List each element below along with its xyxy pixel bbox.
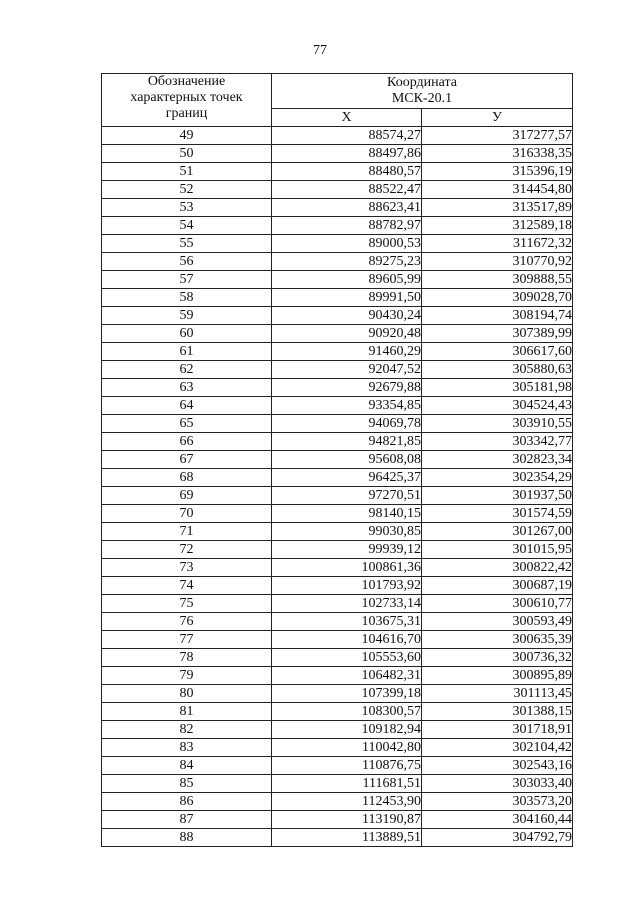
y-coordinate-cell: 301388,15 xyxy=(422,703,573,721)
point-number-cell: 83 xyxy=(102,739,272,757)
x-coordinate-cell: 92047,52 xyxy=(272,361,422,379)
points-header-line-2: характерных точек xyxy=(130,90,243,105)
point-number-cell: 71 xyxy=(102,523,272,541)
x-coordinate-cell: 92679,88 xyxy=(272,379,422,397)
y-coordinate-cell: 304792,79 xyxy=(422,829,573,847)
table-row xyxy=(102,163,573,181)
x-coordinate-cell: 100861,36 xyxy=(272,559,422,577)
table-row xyxy=(102,271,573,289)
table-row xyxy=(102,307,573,325)
y-coordinate-cell: 301113,45 xyxy=(422,685,573,703)
table-row xyxy=(102,199,573,217)
point-number-cell: 84 xyxy=(102,757,272,775)
point-number-cell: 77 xyxy=(102,631,272,649)
x-coordinate-cell: 110042,80 xyxy=(272,739,422,757)
point-number-cell: 55 xyxy=(102,235,272,253)
x-coordinate-cell: 88623,41 xyxy=(272,199,422,217)
y-coordinate-cell: 308194,74 xyxy=(422,307,573,325)
x-coordinate-cell: 97270,51 xyxy=(272,487,422,505)
coordinate-header-line-1: Координата xyxy=(387,75,457,90)
point-number-cell: 62 xyxy=(102,361,272,379)
x-coordinate-cell: 94821,85 xyxy=(272,433,422,451)
point-number-cell: 57 xyxy=(102,271,272,289)
x-coordinate-cell: 110876,75 xyxy=(272,757,422,775)
y-coordinate-cell: 301937,50 xyxy=(422,487,573,505)
y-coordinate-cell: 303342,77 xyxy=(422,433,573,451)
x-coordinate-cell: 89605,99 xyxy=(272,271,422,289)
x-coordinate-cell: 91460,29 xyxy=(272,343,422,361)
x-coordinate-cell: 101793,92 xyxy=(272,577,422,595)
y-coordinate-cell: 317277,57 xyxy=(422,127,573,145)
point-number-cell: 80 xyxy=(102,685,272,703)
y-column-header: У xyxy=(422,109,573,127)
x-coordinate-cell: 108300,57 xyxy=(272,703,422,721)
table-row xyxy=(102,235,573,253)
point-number-cell: 53 xyxy=(102,199,272,217)
table-row xyxy=(102,127,573,145)
y-coordinate-cell: 300822,42 xyxy=(422,559,573,577)
point-number-cell: 54 xyxy=(102,217,272,235)
y-coordinate-cell: 309028,70 xyxy=(422,289,573,307)
table-row xyxy=(102,325,573,343)
y-coordinate-cell: 305181,98 xyxy=(422,379,573,397)
x-coordinate-cell: 111681,51 xyxy=(272,775,422,793)
table-row xyxy=(102,739,573,757)
points-header-line-1: Обозначение xyxy=(147,74,226,89)
table-row xyxy=(102,721,573,739)
point-number-cell: 64 xyxy=(102,397,272,415)
point-number-cell: 75 xyxy=(102,595,272,613)
table-row xyxy=(102,181,573,199)
table-row xyxy=(102,433,573,451)
point-number-cell: 51 xyxy=(102,163,272,181)
table-row xyxy=(102,811,573,829)
table-row xyxy=(102,289,573,307)
point-number-cell: 69 xyxy=(102,487,272,505)
table-row xyxy=(102,667,573,685)
y-coordinate-cell: 300736,32 xyxy=(422,649,573,667)
x-coordinate-cell: 113190,87 xyxy=(272,811,422,829)
table-row xyxy=(102,775,573,793)
point-number-cell: 85 xyxy=(102,775,272,793)
y-coordinate-cell: 314454,80 xyxy=(422,181,573,199)
y-coordinate-cell: 313517,89 xyxy=(422,199,573,217)
x-column-header: X xyxy=(272,109,422,127)
y-coordinate-cell: 300895,89 xyxy=(422,667,573,685)
table-row xyxy=(102,487,573,505)
y-coordinate-cell: 302543,16 xyxy=(422,757,573,775)
point-number-cell: 65 xyxy=(102,415,272,433)
table-row xyxy=(102,631,573,649)
point-number-cell: 87 xyxy=(102,811,272,829)
table-row xyxy=(102,649,573,667)
point-number-cell: 61 xyxy=(102,343,272,361)
coordinate-system-label: МСК-20.1 xyxy=(391,91,453,106)
point-number-cell: 81 xyxy=(102,703,272,721)
point-number-cell: 73 xyxy=(102,559,272,577)
y-coordinate-cell: 300687,19 xyxy=(422,577,573,595)
x-coordinate-cell: 89991,50 xyxy=(272,289,422,307)
table-row xyxy=(102,541,573,559)
x-coordinate-cell: 106482,31 xyxy=(272,667,422,685)
y-coordinate-cell: 307389,99 xyxy=(422,325,573,343)
y-coordinate-cell: 306617,60 xyxy=(422,343,573,361)
table-row xyxy=(102,559,573,577)
x-coordinate-cell: 89275,23 xyxy=(272,253,422,271)
y-coordinate-cell: 301015,95 xyxy=(422,541,573,559)
y-coordinate-cell: 315396,19 xyxy=(422,163,573,181)
y-coordinate-cell: 302354,29 xyxy=(422,469,573,487)
x-coordinate-cell: 105553,60 xyxy=(272,649,422,667)
coordinates-table xyxy=(101,73,573,847)
point-number-cell: 82 xyxy=(102,721,272,739)
point-number-cell: 72 xyxy=(102,541,272,559)
x-coordinate-cell: 104616,70 xyxy=(272,631,422,649)
point-number-cell: 67 xyxy=(102,451,272,469)
point-number-cell: 70 xyxy=(102,505,272,523)
x-coordinate-cell: 96425,37 xyxy=(272,469,422,487)
y-coordinate-cell: 303033,40 xyxy=(422,775,573,793)
table-row xyxy=(102,577,573,595)
point-number-cell: 79 xyxy=(102,667,272,685)
x-coordinate-cell: 88782,97 xyxy=(272,217,422,235)
point-number-cell: 63 xyxy=(102,379,272,397)
y-coordinate-cell: 304524,43 xyxy=(422,397,573,415)
point-number-cell: 68 xyxy=(102,469,272,487)
x-coordinate-cell: 113889,51 xyxy=(272,829,422,847)
point-number-cell: 60 xyxy=(102,325,272,343)
point-number-cell: 49 xyxy=(102,127,272,145)
x-coordinate-cell: 88497,86 xyxy=(272,145,422,163)
table-row xyxy=(102,415,573,433)
x-coordinate-cell: 98140,15 xyxy=(272,505,422,523)
table-row xyxy=(102,397,573,415)
x-coordinate-cell: 99030,85 xyxy=(272,523,422,541)
point-number-cell: 52 xyxy=(102,181,272,199)
y-coordinate-cell: 305880,63 xyxy=(422,361,573,379)
point-number-cell: 66 xyxy=(102,433,272,451)
x-coordinate-cell: 89000,53 xyxy=(272,235,422,253)
table-header xyxy=(102,74,573,127)
table-row xyxy=(102,793,573,811)
table-row xyxy=(102,685,573,703)
table-row xyxy=(102,523,573,541)
table-row xyxy=(102,757,573,775)
x-coordinate-cell: 88480,57 xyxy=(272,163,422,181)
x-coordinate-cell: 95608,08 xyxy=(272,451,422,469)
y-coordinate-cell: 303910,55 xyxy=(422,415,573,433)
table-row xyxy=(102,217,573,235)
x-coordinate-cell: 107399,18 xyxy=(272,685,422,703)
x-coordinate-cell: 102733,14 xyxy=(272,595,422,613)
y-coordinate-cell: 309888,55 xyxy=(422,271,573,289)
x-coordinate-cell: 109182,94 xyxy=(272,721,422,739)
point-number-cell: 78 xyxy=(102,649,272,667)
y-coordinate-cell: 302823,34 xyxy=(422,451,573,469)
y-coordinate-cell: 300635,39 xyxy=(422,631,573,649)
point-number-cell: 50 xyxy=(102,145,272,163)
y-coordinate-cell: 312589,18 xyxy=(422,217,573,235)
y-coordinate-cell: 300610,77 xyxy=(422,595,573,613)
y-coordinate-cell: 301574,59 xyxy=(422,505,573,523)
point-number-cell: 56 xyxy=(102,253,272,271)
x-coordinate-cell: 112453,90 xyxy=(272,793,422,811)
x-coordinate-cell: 99939,12 xyxy=(272,541,422,559)
y-coordinate-cell: 316338,35 xyxy=(422,145,573,163)
y-coordinate-cell: 311672,32 xyxy=(422,235,573,253)
y-coordinate-cell: 303573,20 xyxy=(422,793,573,811)
point-number-cell: 74 xyxy=(102,577,272,595)
point-number-cell: 58 xyxy=(102,289,272,307)
table-row xyxy=(102,343,573,361)
table-row xyxy=(102,361,573,379)
point-number-cell: 76 xyxy=(102,613,272,631)
table-row xyxy=(102,451,573,469)
y-coordinate-cell: 301718,91 xyxy=(422,721,573,739)
table-row xyxy=(102,703,573,721)
table-row xyxy=(102,379,573,397)
x-coordinate-cell: 90920,48 xyxy=(272,325,422,343)
point-number-cell: 59 xyxy=(102,307,272,325)
table-row xyxy=(102,145,573,163)
table-row xyxy=(102,829,573,847)
point-number-cell: 88 xyxy=(102,829,272,847)
table-row xyxy=(102,613,573,631)
x-coordinate-cell: 88574,27 xyxy=(272,127,422,145)
y-coordinate-cell: 301267,00 xyxy=(422,523,573,541)
page-number: 77 xyxy=(313,43,327,58)
x-coordinate-cell: 94069,78 xyxy=(272,415,422,433)
table-row xyxy=(102,253,573,271)
x-coordinate-cell: 90430,24 xyxy=(272,307,422,325)
points-header-line-3: границ xyxy=(165,106,208,121)
points-column-header xyxy=(102,74,272,127)
x-coordinate-cell: 103675,31 xyxy=(272,613,422,631)
y-coordinate-cell: 302104,42 xyxy=(422,739,573,757)
x-coordinate-cell: 88522,47 xyxy=(272,181,422,199)
y-coordinate-cell: 310770,92 xyxy=(422,253,573,271)
coordinate-group-header xyxy=(272,74,573,109)
table-body xyxy=(102,127,573,847)
x-coordinate-cell: 93354,85 xyxy=(272,397,422,415)
table-row xyxy=(102,595,573,613)
point-number-cell: 86 xyxy=(102,793,272,811)
table-row xyxy=(102,505,573,523)
y-coordinate-cell: 304160,44 xyxy=(422,811,573,829)
table-row xyxy=(102,469,573,487)
y-coordinate-cell: 300593,49 xyxy=(422,613,573,631)
